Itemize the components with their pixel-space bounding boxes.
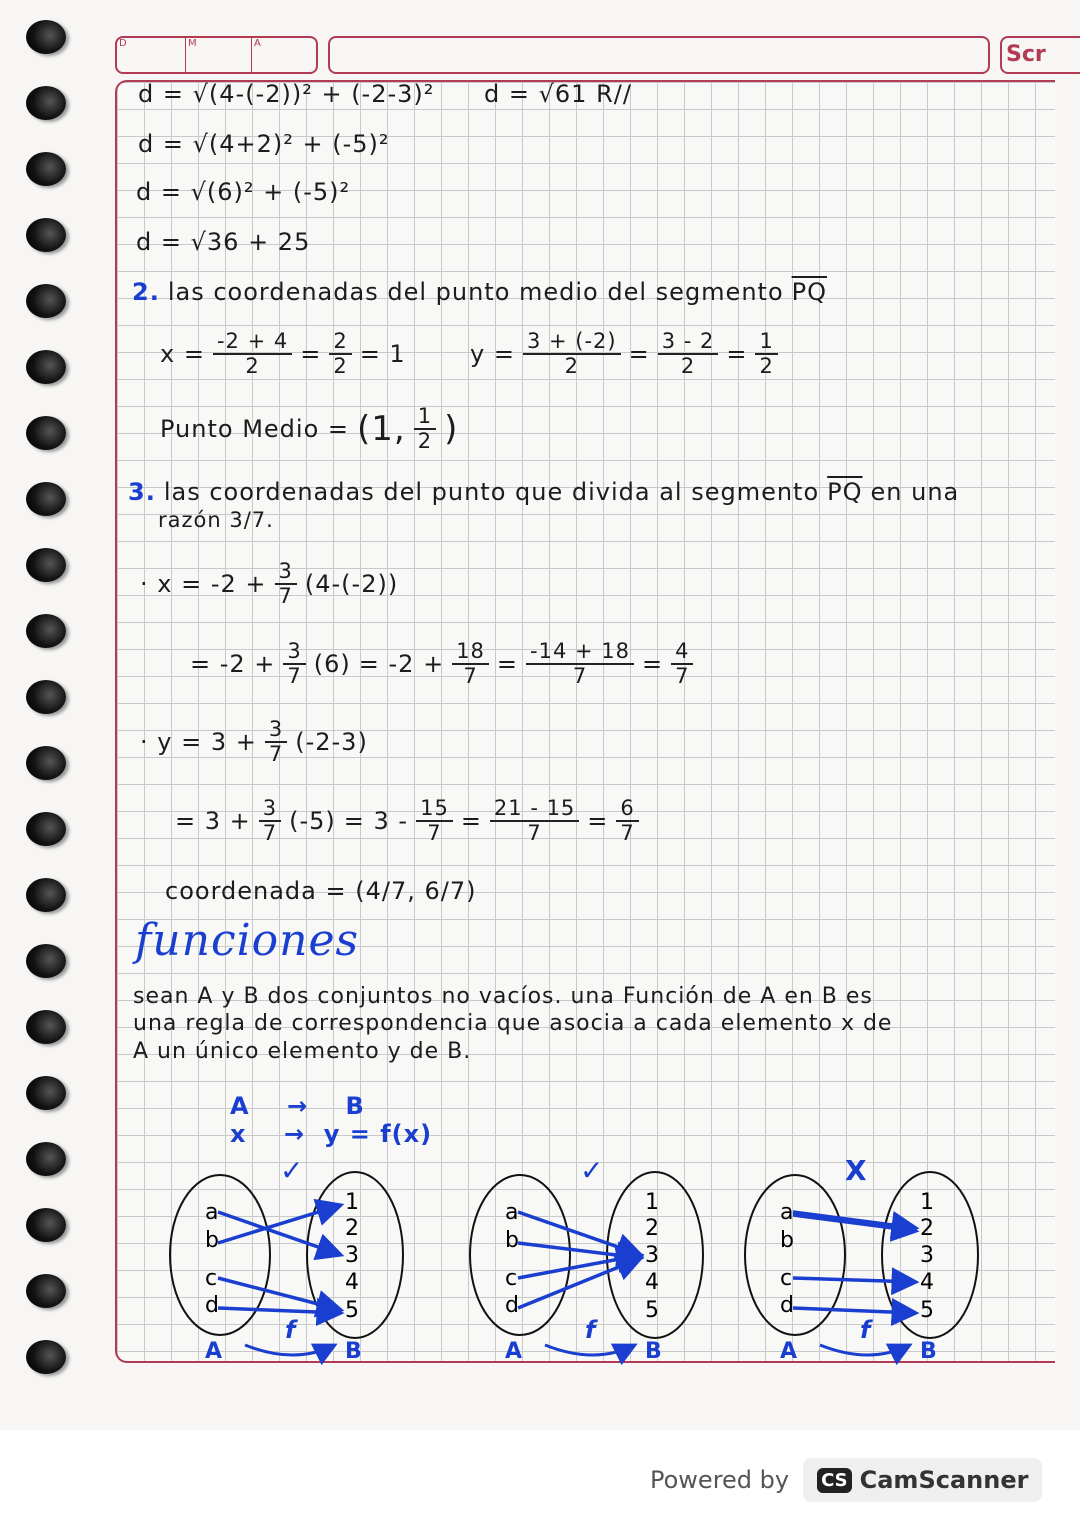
domain-element: a bbox=[505, 1200, 519, 1225]
denominator: 2 bbox=[245, 354, 260, 379]
spiral-ring bbox=[26, 812, 66, 846]
mapping-elements: x → y = f(x) bbox=[230, 1120, 433, 1148]
spiral-ring bbox=[26, 218, 66, 252]
set-a-ellipse bbox=[470, 1175, 570, 1335]
expr: (-2-3) bbox=[295, 728, 368, 757]
item-number: 2. bbox=[132, 278, 160, 306]
numerator: -2 + 4 bbox=[213, 330, 292, 355]
validity-mark: X bbox=[845, 1154, 867, 1187]
date-box bbox=[115, 36, 318, 74]
fraction bbox=[452, 640, 489, 688]
domain-element: c bbox=[505, 1266, 518, 1291]
formula: d = √(4+2)² + (-5)² bbox=[138, 130, 390, 158]
numerator: 2 bbox=[329, 330, 351, 355]
fraction bbox=[658, 330, 719, 378]
equals: = bbox=[300, 340, 322, 369]
set-b-label: B bbox=[920, 1339, 937, 1364]
expr: · y = 3 + bbox=[140, 728, 257, 757]
set-b-label: B bbox=[645, 1339, 662, 1364]
set-a-label: A bbox=[205, 1339, 223, 1364]
spiral-ring bbox=[26, 1076, 66, 1110]
validity-mark: ✓ bbox=[580, 1154, 604, 1187]
equals: = bbox=[496, 650, 519, 679]
distance-line-1 bbox=[138, 80, 434, 108]
denominator: 7 bbox=[620, 821, 635, 846]
section-title: funciones bbox=[135, 915, 360, 966]
expr: (4-(-2)) bbox=[304, 570, 399, 599]
fraction bbox=[213, 330, 292, 378]
numerator: 3 + (-2) bbox=[523, 330, 621, 355]
expr: (-5) bbox=[289, 807, 336, 836]
fraction bbox=[329, 330, 351, 378]
year-cell: A bbox=[251, 38, 261, 72]
definition-line-2: una regla de correspondencia que asocia a cada elemento x de bbox=[133, 1011, 893, 1036]
denominator: 2 bbox=[680, 354, 696, 379]
mapping-arrow bbox=[793, 1308, 916, 1313]
function-arrow bbox=[545, 1345, 635, 1355]
codomain-element: 3 bbox=[645, 1243, 659, 1268]
mapping-arrow bbox=[518, 1243, 641, 1258]
paren: ) bbox=[444, 409, 459, 450]
set-a-label: A bbox=[505, 1339, 523, 1364]
numerator: -14 + 18 bbox=[526, 640, 634, 665]
numerator: 3 - 2 bbox=[658, 330, 719, 355]
spiral-ring bbox=[26, 284, 66, 318]
title-box bbox=[328, 36, 990, 74]
spiral-ring bbox=[26, 878, 66, 912]
label: x = bbox=[160, 340, 205, 369]
division-heading bbox=[128, 478, 959, 506]
label: Punto Medio = bbox=[160, 415, 349, 444]
denominator: 7 bbox=[463, 664, 478, 689]
mapping-arrow bbox=[218, 1205, 341, 1243]
domain-element: d bbox=[205, 1293, 219, 1318]
function-diagrams bbox=[0, 1140, 1080, 1370]
codomain-element: 4 bbox=[920, 1270, 934, 1295]
function-label: f bbox=[285, 1316, 296, 1344]
mapping-arrow bbox=[218, 1308, 341, 1313]
spiral-ring bbox=[26, 416, 66, 450]
mapping-arrow bbox=[518, 1212, 641, 1255]
definition-line-1: sean A y B dos conjuntos no vacíos. una Función de A en B es bbox=[133, 984, 873, 1009]
set-a-label: A bbox=[780, 1339, 798, 1364]
numerator: 3 bbox=[265, 718, 287, 743]
expr: · x = -2 + bbox=[140, 570, 267, 599]
fraction bbox=[526, 640, 634, 688]
division-y-1 bbox=[140, 718, 368, 766]
day-cell: D bbox=[119, 38, 127, 49]
mapping-sets: A → B bbox=[230, 1092, 365, 1120]
fraction bbox=[259, 797, 281, 845]
numerator: 3 bbox=[259, 797, 281, 822]
distance-line-4 bbox=[136, 228, 310, 256]
denominator: 7 bbox=[268, 742, 284, 767]
heading-text: en una bbox=[870, 478, 960, 506]
domain-element: c bbox=[780, 1266, 793, 1291]
fraction bbox=[755, 330, 777, 378]
domain-element: a bbox=[780, 1200, 794, 1225]
codomain-element: 1 bbox=[645, 1190, 659, 1215]
division-heading-2 bbox=[158, 508, 274, 532]
fraction bbox=[416, 797, 453, 845]
fraction bbox=[414, 405, 436, 453]
denominator: 7 bbox=[287, 664, 302, 689]
spiral-ring bbox=[26, 944, 66, 978]
spiral-ring bbox=[26, 614, 66, 648]
mapping-arrow bbox=[793, 1212, 916, 1228]
equals: = bbox=[460, 807, 482, 836]
numerator: 3 bbox=[283, 640, 305, 665]
scanner-footer bbox=[650, 1458, 1042, 1502]
definition-line-3: A un único elemento y de B. bbox=[133, 1039, 472, 1064]
numerator: 4 bbox=[671, 640, 693, 665]
paren: (1, bbox=[357, 409, 406, 450]
division-result bbox=[165, 877, 476, 905]
denominator: 2 bbox=[564, 354, 579, 379]
camscanner-badge bbox=[803, 1458, 1042, 1502]
segment-label: $\overline{PQ}$ bbox=[827, 478, 863, 506]
denominator: 7 bbox=[572, 664, 588, 689]
result: d = √61 R// bbox=[484, 80, 632, 108]
codomain-element: 5 bbox=[645, 1298, 659, 1323]
distance-line-3 bbox=[136, 178, 350, 206]
numerator: 18 bbox=[452, 640, 489, 665]
spiral-ring bbox=[26, 548, 66, 582]
midpoint-x bbox=[160, 330, 406, 378]
spiral-ring bbox=[26, 746, 66, 780]
numerator: 1 bbox=[414, 405, 436, 430]
formula: d = √(6)² + (-5)² bbox=[136, 178, 351, 206]
expr: = -2 + bbox=[358, 650, 445, 679]
denominator: 7 bbox=[427, 821, 442, 846]
codomain-element: 2 bbox=[920, 1216, 934, 1241]
fraction bbox=[671, 640, 693, 688]
codomain-element: 3 bbox=[345, 1243, 359, 1268]
codomain-element: 4 bbox=[645, 1270, 659, 1295]
function-label: f bbox=[860, 1316, 871, 1344]
spiral-ring bbox=[26, 1010, 66, 1044]
fraction bbox=[523, 330, 621, 378]
formula: d = √(4-(-2))² + (-2-3)² bbox=[138, 80, 435, 108]
domain-element: d bbox=[505, 1293, 519, 1318]
domain-element: d bbox=[780, 1293, 794, 1318]
denominator: 7 bbox=[262, 821, 278, 846]
denominator: 2 bbox=[417, 429, 433, 454]
domain-element: b bbox=[505, 1228, 519, 1253]
equals: = bbox=[587, 807, 609, 836]
formula: d = √36 + 25 bbox=[136, 228, 311, 256]
codomain-element: 2 bbox=[345, 1216, 359, 1241]
fraction bbox=[265, 718, 287, 766]
division-x-1 bbox=[140, 560, 398, 608]
spiral-ring bbox=[26, 20, 66, 54]
denominator: 7 bbox=[278, 584, 293, 609]
domain-element: b bbox=[780, 1228, 794, 1253]
midpoint-result bbox=[160, 405, 458, 453]
function-arrow bbox=[245, 1345, 335, 1355]
result: coordenada = (4/7, 6/7) bbox=[165, 877, 477, 905]
equals: = bbox=[642, 650, 664, 679]
camscanner-brand: CamScanner bbox=[859, 1466, 1029, 1494]
denominator: 2 bbox=[759, 354, 774, 379]
spiral-ring bbox=[26, 86, 66, 120]
equals: = bbox=[726, 340, 748, 369]
spiral-ring bbox=[26, 350, 66, 384]
midpoint-y bbox=[470, 330, 778, 378]
domain-element: a bbox=[205, 1200, 219, 1225]
codomain-element: 5 bbox=[345, 1298, 359, 1323]
expr: = 3 + bbox=[175, 807, 251, 836]
denominator: 2 bbox=[333, 354, 348, 379]
set-b-label: B bbox=[345, 1339, 362, 1364]
spiral-ring bbox=[26, 680, 66, 714]
numerator: 1 bbox=[755, 330, 777, 355]
heading-text: las coordenadas del punto que divida al segmento bbox=[163, 478, 820, 506]
fraction bbox=[283, 640, 305, 688]
codomain-element: 3 bbox=[920, 1243, 934, 1268]
mapping-arrow bbox=[793, 1278, 916, 1282]
function-label: f bbox=[585, 1316, 596, 1344]
codomain-element: 1 bbox=[920, 1190, 934, 1215]
fraction bbox=[275, 560, 297, 608]
codomain-element: 5 bbox=[920, 1298, 934, 1323]
item-number: 3. bbox=[128, 478, 156, 506]
spiral-ring bbox=[26, 482, 66, 516]
numerator: 15 bbox=[416, 797, 453, 822]
domain-element: b bbox=[205, 1228, 219, 1253]
fraction bbox=[616, 797, 638, 845]
spiral-ring bbox=[26, 152, 66, 186]
codomain-element: 1 bbox=[345, 1190, 359, 1215]
codomain-element: 2 bbox=[645, 1216, 659, 1241]
domain-element: c bbox=[205, 1266, 218, 1291]
mapping-arrow bbox=[793, 1215, 916, 1231]
expr: = 3 - bbox=[343, 807, 409, 836]
expr: = -2 + bbox=[190, 650, 276, 679]
expr: (6) bbox=[313, 650, 351, 679]
distance-result bbox=[484, 80, 632, 108]
denominator: 7 bbox=[527, 821, 542, 846]
distance-line-2 bbox=[138, 130, 390, 158]
midpoint-heading bbox=[132, 278, 827, 306]
division-x-2 bbox=[190, 640, 693, 688]
fraction bbox=[490, 797, 579, 845]
camscanner-logo-icon: CS bbox=[817, 1468, 852, 1493]
powered-by-text: Powered by bbox=[650, 1466, 790, 1494]
heading-text: las coordenadas del punto medio del segmento bbox=[167, 278, 784, 306]
segment-label: $\overline{PQ}$ bbox=[791, 278, 827, 306]
numerator: 6 bbox=[616, 797, 638, 822]
validity-mark: ✓ bbox=[280, 1154, 304, 1187]
mapping-arrow bbox=[218, 1278, 341, 1310]
denominator: 7 bbox=[675, 664, 690, 689]
numerator: 21 - 15 bbox=[490, 797, 579, 822]
equals: = bbox=[628, 340, 650, 369]
function-arrow bbox=[820, 1345, 910, 1355]
division-y-2 bbox=[175, 797, 639, 845]
mapping-arrow bbox=[218, 1212, 341, 1255]
brand-mark: Scr bbox=[1000, 36, 1080, 74]
heading-text: razón 3/7. bbox=[158, 508, 274, 532]
numerator: 3 bbox=[275, 560, 297, 585]
month-cell: M bbox=[185, 38, 197, 72]
codomain-element: 4 bbox=[345, 1270, 359, 1295]
label: y = bbox=[470, 340, 515, 369]
result: = 1 bbox=[359, 340, 406, 369]
